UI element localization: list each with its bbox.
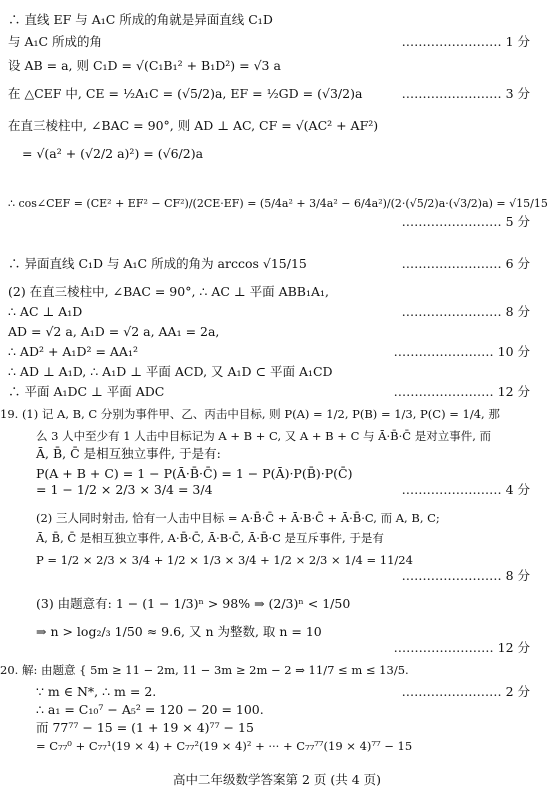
- line-text: ∴ AC ⊥ A₁D: [8, 304, 83, 319]
- line-text: (2) 三人同时射击, 恰有一人击中目标 = A·B̄·C̄ + Ā·B·C̄ + Ā·B̄·C, 而 A, B, C;: [36, 511, 440, 525]
- line-text: ∵ m ∈ N*, ∴ m = 2.: [36, 684, 157, 699]
- line-text: ∴ AD² + A₁D² = AA₁²: [8, 344, 138, 359]
- line-text: 20. 解: 由题意 { 5m ≥ 11 − 2m, 11 − 3m ≥ 2m − 2 ⇒ 11/7 ≤ m ≤ 13/5.: [0, 663, 409, 677]
- line-text: ⇒ n > log₂/₃ 1/50 ≈ 9.6, 又 n 为整数, 取 n = 10: [36, 624, 322, 639]
- score-mark: …………………… 5 分: [401, 214, 530, 229]
- line-text: 设 AB = a, 则 C₁D = √(C₁B₁² + B₁D²) = √3 a: [8, 58, 281, 73]
- line-text: Ā, B̄, C̄ 是相互独立事件, A·B̄·C̄, Ā·B·C̄, Ā·B̄·C 是互斥事件, 于是有: [36, 531, 384, 545]
- score-mark: …………………… 2 分: [401, 684, 530, 699]
- line-text: = 1 − 1/2 × 2/3 × 3/4 = 3/4: [36, 482, 213, 497]
- line-text: 19. (1) 记 A, B, C 分别为事件甲、乙、丙击中目标, 则 P(A) = 1/2, P(B) = 1/3, P(C) = 1/4, 那: [0, 407, 500, 421]
- score-mark: …………………… 6 分: [401, 256, 530, 271]
- line-text: 而 77⁷⁷ − 15 = (1 + 19 × 4)⁷⁷ − 15: [36, 720, 254, 735]
- line-text: ∴ 平面 A₁DC ⊥ 平面 ADC: [8, 384, 165, 399]
- line-text: ∴ a₁ = C₁₀⁷ − A₅² = 120 − 20 = 100.: [36, 702, 264, 717]
- score-mark: …………………… 1 分: [401, 34, 530, 49]
- score-mark: …………………… 4 分: [401, 482, 530, 497]
- line-text: = √(a² + (√2/2 a)²) = (√6/2)a: [22, 146, 204, 161]
- line-text: (2) 在直三棱柱中, ∠BAC = 90°, ∴ AC ⊥ 平面 ABB₁A₁,: [8, 284, 330, 299]
- line-text: 么 3 人中至少有 1 人击中目标记为 A + B + C, 又 A + B + C 与 Ā·B̄·C̄ 是对立事件, 而: [36, 429, 492, 443]
- page-footer: 高中二年级数学答案第 2 页 (共 4 页): [172, 772, 382, 787]
- line-text: Ā, B̄, C̄ 是相互独立事件, 于是有:: [36, 446, 221, 461]
- score-mark: …………………… 12 分: [393, 384, 530, 399]
- score-mark: …………………… 3 分: [401, 86, 530, 101]
- line-text: 在直三棱柱中, ∠BAC = 90°, 则 AD ⊥ AC, CF = √(AC² + AF²): [8, 118, 379, 133]
- score-mark: …………………… 10 分: [393, 344, 530, 359]
- score-mark: …………………… 12 分: [393, 640, 530, 655]
- line-text: ∴ cos∠CEF = (CE² + EF² − CF²)/(2CE·EF) = (5/4a² + 3/4a² − 6/4a²)/(2·(√5/2)a·(√3/2)a) = √15/15: [8, 197, 548, 210]
- line-text: ∴ 直线 EF 与 A₁C 所成的角就是异面直线 C₁D: [8, 12, 273, 27]
- line-text: AD = √2 a, A₁D = √2 a, AA₁ = 2a,: [8, 324, 220, 339]
- line-text: P(A + B + C) = 1 − P(Ā·B̄·C̄) = 1 − P(Ā)·P(B̄)·P(C̄): [36, 466, 353, 481]
- line-text: ∴ AD ⊥ A₁D, ∴ A₁D ⊥ 平面 ACD, 又 A₁D ⊂ 平面 A₁CD: [8, 364, 333, 379]
- score-mark: …………………… 8 分: [401, 304, 530, 319]
- line-text: = C₇₇⁰ + C₇₇¹(19 × 4) + C₇₇²(19 × 4)² + ··· + C₇₇⁷⁷(19 × 4)⁷⁷ − 15: [36, 739, 413, 753]
- line-text: P = 1/2 × 2/3 × 3/4 + 1/2 × 1/3 × 3/4 + 1/2 × 2/3 × 1/4 = 11/24: [36, 553, 413, 567]
- line-text: (3) 由题意有: 1 − (1 − 1/3)ⁿ > 98% ⇒ (2/3)ⁿ < 1/50: [36, 596, 351, 611]
- line-text: ∴ 异面直线 C₁D 与 A₁C 所成的角为 arccos √15/15: [8, 256, 307, 271]
- line-text: 与 A₁C 所成的角: [8, 34, 103, 49]
- line-text: 在 △CEF 中, CE = ½A₁C = (√5/2)a, EF = ½GD = (√3/2)a: [8, 86, 363, 101]
- score-mark: …………………… 8 分: [401, 568, 530, 583]
